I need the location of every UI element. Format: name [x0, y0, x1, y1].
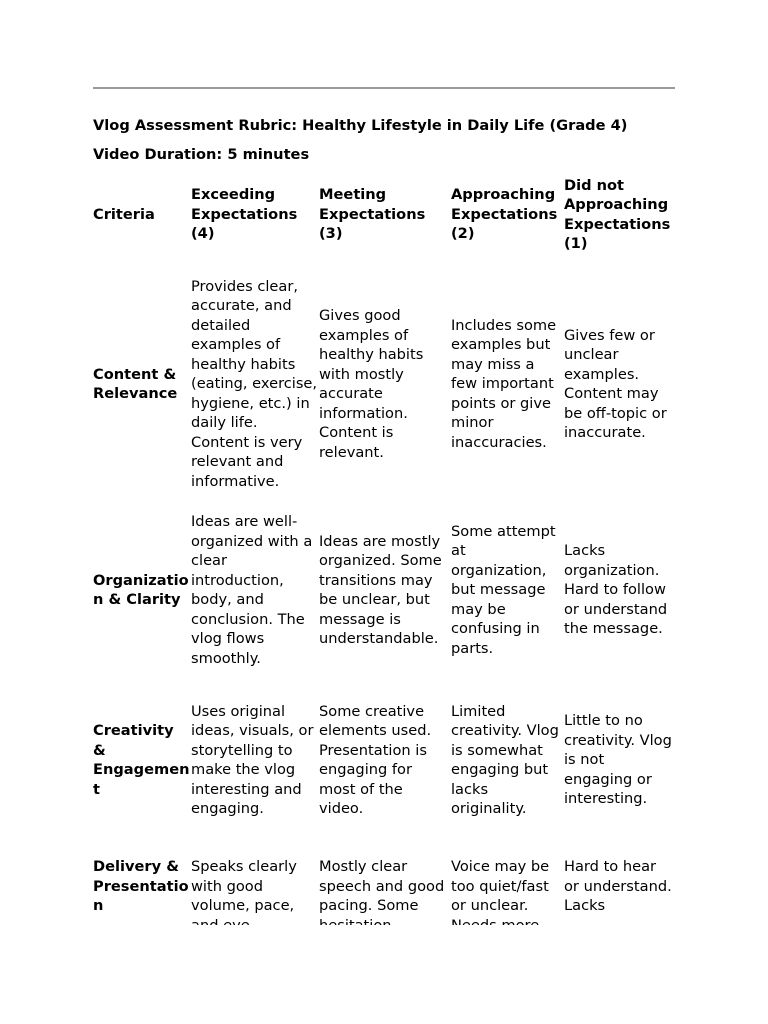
page-bottom-margin [0, 925, 768, 1024]
table-row [93, 263, 675, 505]
table-cell: Lacks organization. Hard to follow or understand the message. [564, 542, 668, 638]
horizontal-rule [93, 87, 675, 89]
header-approaching: Approaching Expectations (2) [451, 186, 558, 243]
criterion-label: Delivery & Presentation [93, 858, 189, 914]
table-cell: Gives good examples of healthy habits with mostly accurate information. Content is relevant. [319, 307, 424, 461]
table-cell: Gives few or unclear examples. Content may be off-topic or inaccurate. [564, 326, 667, 441]
criterion-label: Content & Relevance [93, 365, 178, 402]
header-not-approaching: Did not Approaching Expectations (1) [564, 176, 671, 252]
table-cell: Speaks clearly with good volume, pace, [191, 858, 297, 914]
video-duration: Video Duration: 5 minutes [93, 145, 310, 163]
table-cell: Little to no creativity. Vlog is not engaging or interesting. [564, 712, 672, 808]
table-cell: Limited creativity. Vlog is somewhat engaging but lacks originality. [451, 702, 559, 817]
header-meeting: Meeting Expectations (3) [319, 186, 426, 243]
criterion-label: Creativity & Engagement [93, 722, 190, 798]
rubric-table [93, 166, 675, 935]
table-cell: Some attempt at organization, but message may be confusing in parts. [451, 522, 556, 657]
table-row [93, 675, 675, 845]
table-cell: Hard to hear or understand. Lacks [564, 858, 672, 914]
table-cell: Ideas are well-organized with a clear introduction, body, and conclusion. The vlog flows smoothly. [191, 513, 313, 667]
table-cell: Ideas are mostly organized. Some transitions may be unclear, but message is understandable. [319, 532, 442, 647]
table-row [93, 845, 675, 935]
table-cell: Uses original ideas, visuals, or storytelling to make the vlog interesting and engaging. [191, 702, 314, 817]
table-cell: Includes some examples but may miss a few important points or give minor inaccuracies. [451, 316, 557, 451]
table-row [93, 505, 675, 675]
document-page [93, 87, 675, 935]
table-cell: Voice may be too quiet/fast or unclear. [451, 858, 550, 914]
document-title: Vlog Assessment Rubric: Healthy Lifestyle in Daily Life (Grade 4) [93, 117, 628, 134]
header-criteria: Criteria [93, 205, 155, 223]
table-cell: Mostly clear speech and good pacing. Some [319, 858, 445, 914]
table-cell: Provides clear, accurate, and detailed examples of healthy habits (eating, exercise, hygiene, etc.) in daily life. Content is very relevant and informative. [191, 277, 318, 490]
table-cell: Some creative elements used. Presentation is engaging for most of the video. [319, 702, 432, 817]
criterion-label: Organization & Clarity [93, 571, 189, 608]
table-header-row [93, 166, 675, 263]
header-exceeding: Exceeding Expectations (4) [191, 186, 298, 243]
